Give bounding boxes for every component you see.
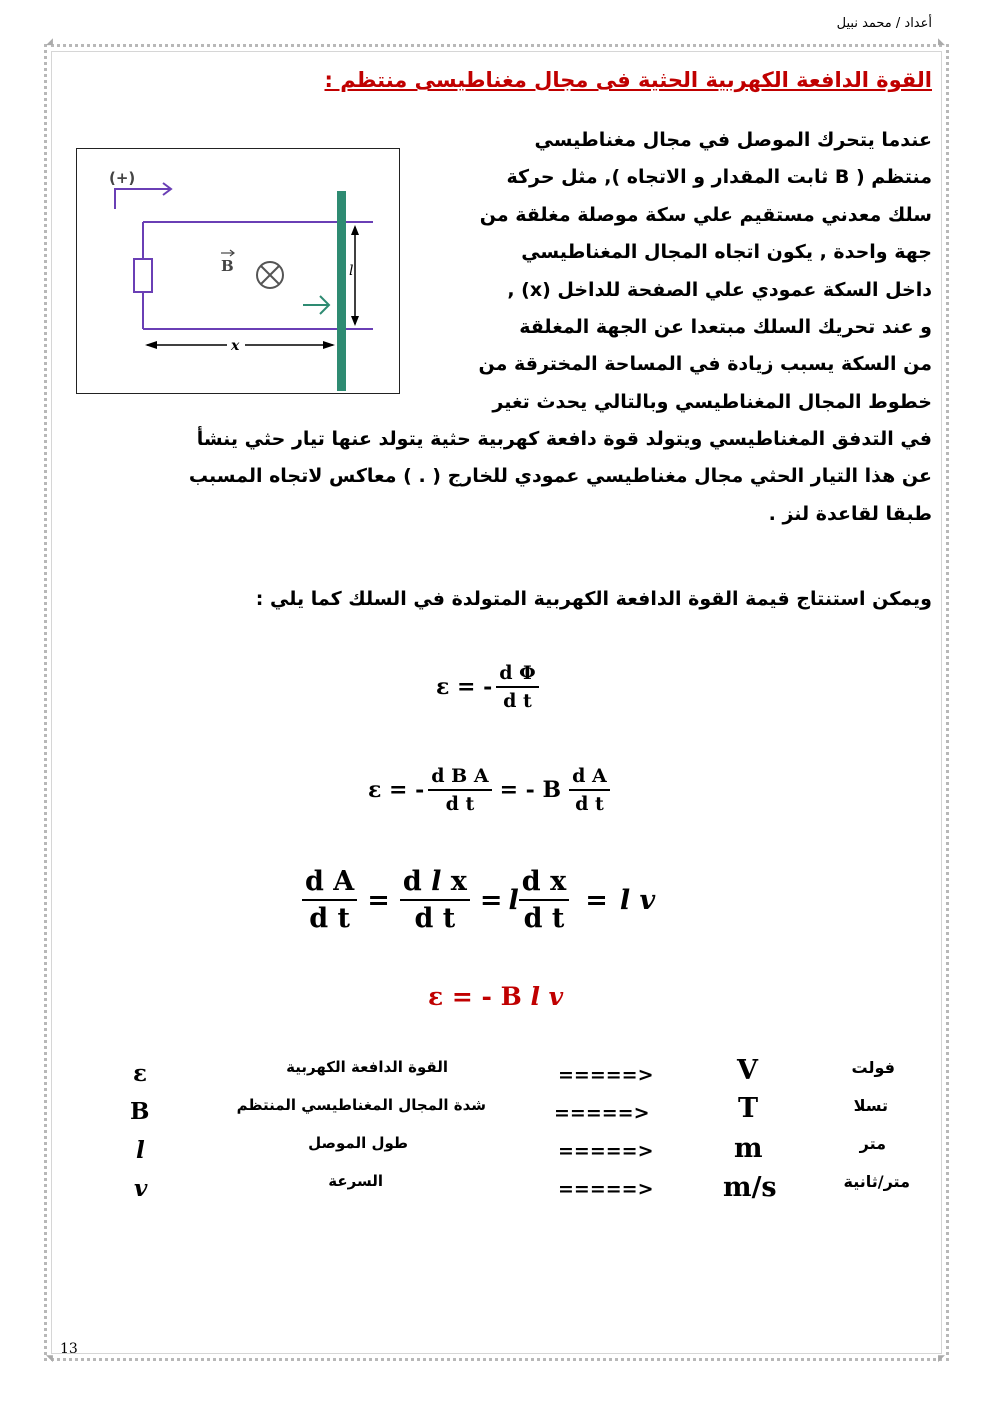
para-line: خطوط المجال المغناطيسي وبالتالي يحدث تغير xyxy=(492,390,932,413)
border-corner-top-left: ◢ xyxy=(46,37,53,47)
legend-arrow: =====> xyxy=(558,1140,654,1162)
rail-rod-figure xyxy=(76,148,400,394)
para-line: جهة واحدة , يكون اتجاه المجال المغناطيسي xyxy=(521,241,932,264)
eq1-num: d Φ xyxy=(496,662,538,688)
sliding-rod xyxy=(337,191,346,391)
section-title: القوة الدافعة الكهربية الحثية فى مجال مغناطيسى منتظم : xyxy=(324,68,932,92)
eq3-result: l v xyxy=(619,884,656,916)
equation-area-rate xyxy=(298,866,655,934)
eq2-num1: d B A xyxy=(428,765,491,791)
legend-unit-name: متر/ثانية xyxy=(843,1172,910,1191)
border-corner-bottom-right: ◤ xyxy=(938,1354,945,1364)
para-line: عندما يتحرك الموصل في مجال مغناطيسي xyxy=(534,129,932,151)
para-line: و عند تحريك السلك مبتعدا عن الجهة المغلقة xyxy=(519,316,932,339)
plus-label: (+) xyxy=(109,169,136,187)
author-credit: أعداد / محمد نبيل xyxy=(836,16,932,31)
border-corner-bottom-left: ◥ xyxy=(46,1354,53,1364)
eq2-fraction-a xyxy=(428,765,491,815)
legend-arrow: =====> xyxy=(558,1064,654,1086)
eq3-equals-b: = xyxy=(479,884,503,916)
para-line: سلك معدني مستقيم علي سكة موصلة مغلقة من xyxy=(479,203,932,226)
eq3-f3-den: d t xyxy=(523,903,565,934)
para-line: عن هذا التيار الحثي مجال مغناطيسي عمودي للخارج ( . ) معاكس لاتجاه المسبب xyxy=(188,465,932,488)
eq3-f2-num-pre: d xyxy=(402,866,432,897)
eq3-f1-num: d A xyxy=(302,866,357,901)
legend-unit-name: متر xyxy=(859,1134,886,1153)
eq3-f3-num: d x xyxy=(519,866,569,901)
eq3-fraction-a xyxy=(302,866,357,934)
derivation-intro: ويمكن استنتاج قيمة القوة الدافعة الكهربية المتولدة في السلك كما يلي : xyxy=(255,588,932,610)
legend-unit: m/s xyxy=(723,1172,777,1203)
length-label: l xyxy=(349,263,354,279)
para-line: داخل السكة عمودي علي الصفحة للداخل (x) , xyxy=(507,278,932,301)
legend-unit: V xyxy=(737,1055,758,1086)
eq2-den1: d t xyxy=(445,793,475,815)
distance-arrow-right-icon xyxy=(323,341,335,349)
intro-paragraph-full xyxy=(68,421,932,533)
field-label: B xyxy=(221,257,234,275)
legend-unit: T xyxy=(738,1093,759,1124)
eq1-lhs: ε = - xyxy=(436,674,493,700)
final-equation xyxy=(428,982,563,1011)
para-line: منتظم ( B ثابت المقدار و الاتجاه ), مثل حركة xyxy=(506,166,932,189)
eq1-den: d t xyxy=(503,690,532,712)
distance-label: x xyxy=(231,338,240,354)
eq3-equals-c: = xyxy=(585,884,608,916)
legend-name: شدة المجال المغناطيسي المنتظم xyxy=(236,1096,486,1114)
para-line: من السكة يسبب زيادة في المساحة المخترقة من xyxy=(478,353,932,376)
final-eq-prefix: ε = - B xyxy=(428,982,531,1011)
legend-arrow: =====> xyxy=(558,1178,654,1200)
eq2-num2: d A xyxy=(569,765,610,791)
page-number: 13 xyxy=(60,1341,78,1357)
para-line: طبقا لقاعدة لنز . xyxy=(768,502,932,525)
rail-rod-diagram xyxy=(77,149,399,393)
eq3-fraction-b xyxy=(400,866,470,934)
legend-symbol: B xyxy=(130,1098,150,1125)
length-arrow-up-icon xyxy=(351,225,359,235)
equation-emf-area xyxy=(368,765,614,815)
eq3-fraction-c xyxy=(519,866,569,934)
legend-symbol: l xyxy=(136,1137,145,1164)
eq1-fraction xyxy=(496,662,538,712)
legend-unit: m xyxy=(734,1133,763,1164)
resistor-icon xyxy=(134,259,152,292)
para-line: في التدفق المغناطيسي ويتولد قوة دافعة كهربية حثية يتولد عنها تيار حثي ينشأ xyxy=(196,428,932,450)
legend-symbol: ε xyxy=(133,1060,147,1087)
eq2-mid: = - B xyxy=(499,777,562,803)
border-corner-top-right: ◣ xyxy=(938,37,945,47)
eq2-den2: d t xyxy=(575,793,604,815)
eq3-f2-num xyxy=(400,866,470,901)
eq3-f2-num-l: l xyxy=(431,866,442,897)
legend-symbol: v xyxy=(134,1175,148,1202)
legend-name: طول الموصل xyxy=(308,1134,408,1152)
intro-paragraph-wrapped xyxy=(412,122,932,421)
eq2-fraction-b xyxy=(569,765,610,815)
current-arrow-line xyxy=(115,189,171,209)
eq3-equals-a: = xyxy=(367,884,390,916)
legend-arrow: =====> xyxy=(554,1102,650,1124)
eq3-f2-num-post: x xyxy=(441,866,467,897)
eq2-lhs: ε = - xyxy=(368,777,425,803)
final-eq-italic: l v xyxy=(530,982,564,1011)
length-arrow-down-icon xyxy=(351,316,359,326)
equation-emf-flux xyxy=(436,662,543,712)
legend-unit-name: فولت xyxy=(851,1058,895,1077)
distance-arrow-left-icon xyxy=(145,341,157,349)
legend-name: السرعة xyxy=(328,1172,383,1190)
eq3-l-factor: l xyxy=(508,884,519,916)
legend-unit-name: تسلا xyxy=(853,1096,888,1115)
eq3-f2-den: d t xyxy=(414,903,456,934)
legend-name: القوة الدافعة الكهربية xyxy=(286,1058,448,1076)
eq3-f1-den: d t xyxy=(309,903,350,934)
